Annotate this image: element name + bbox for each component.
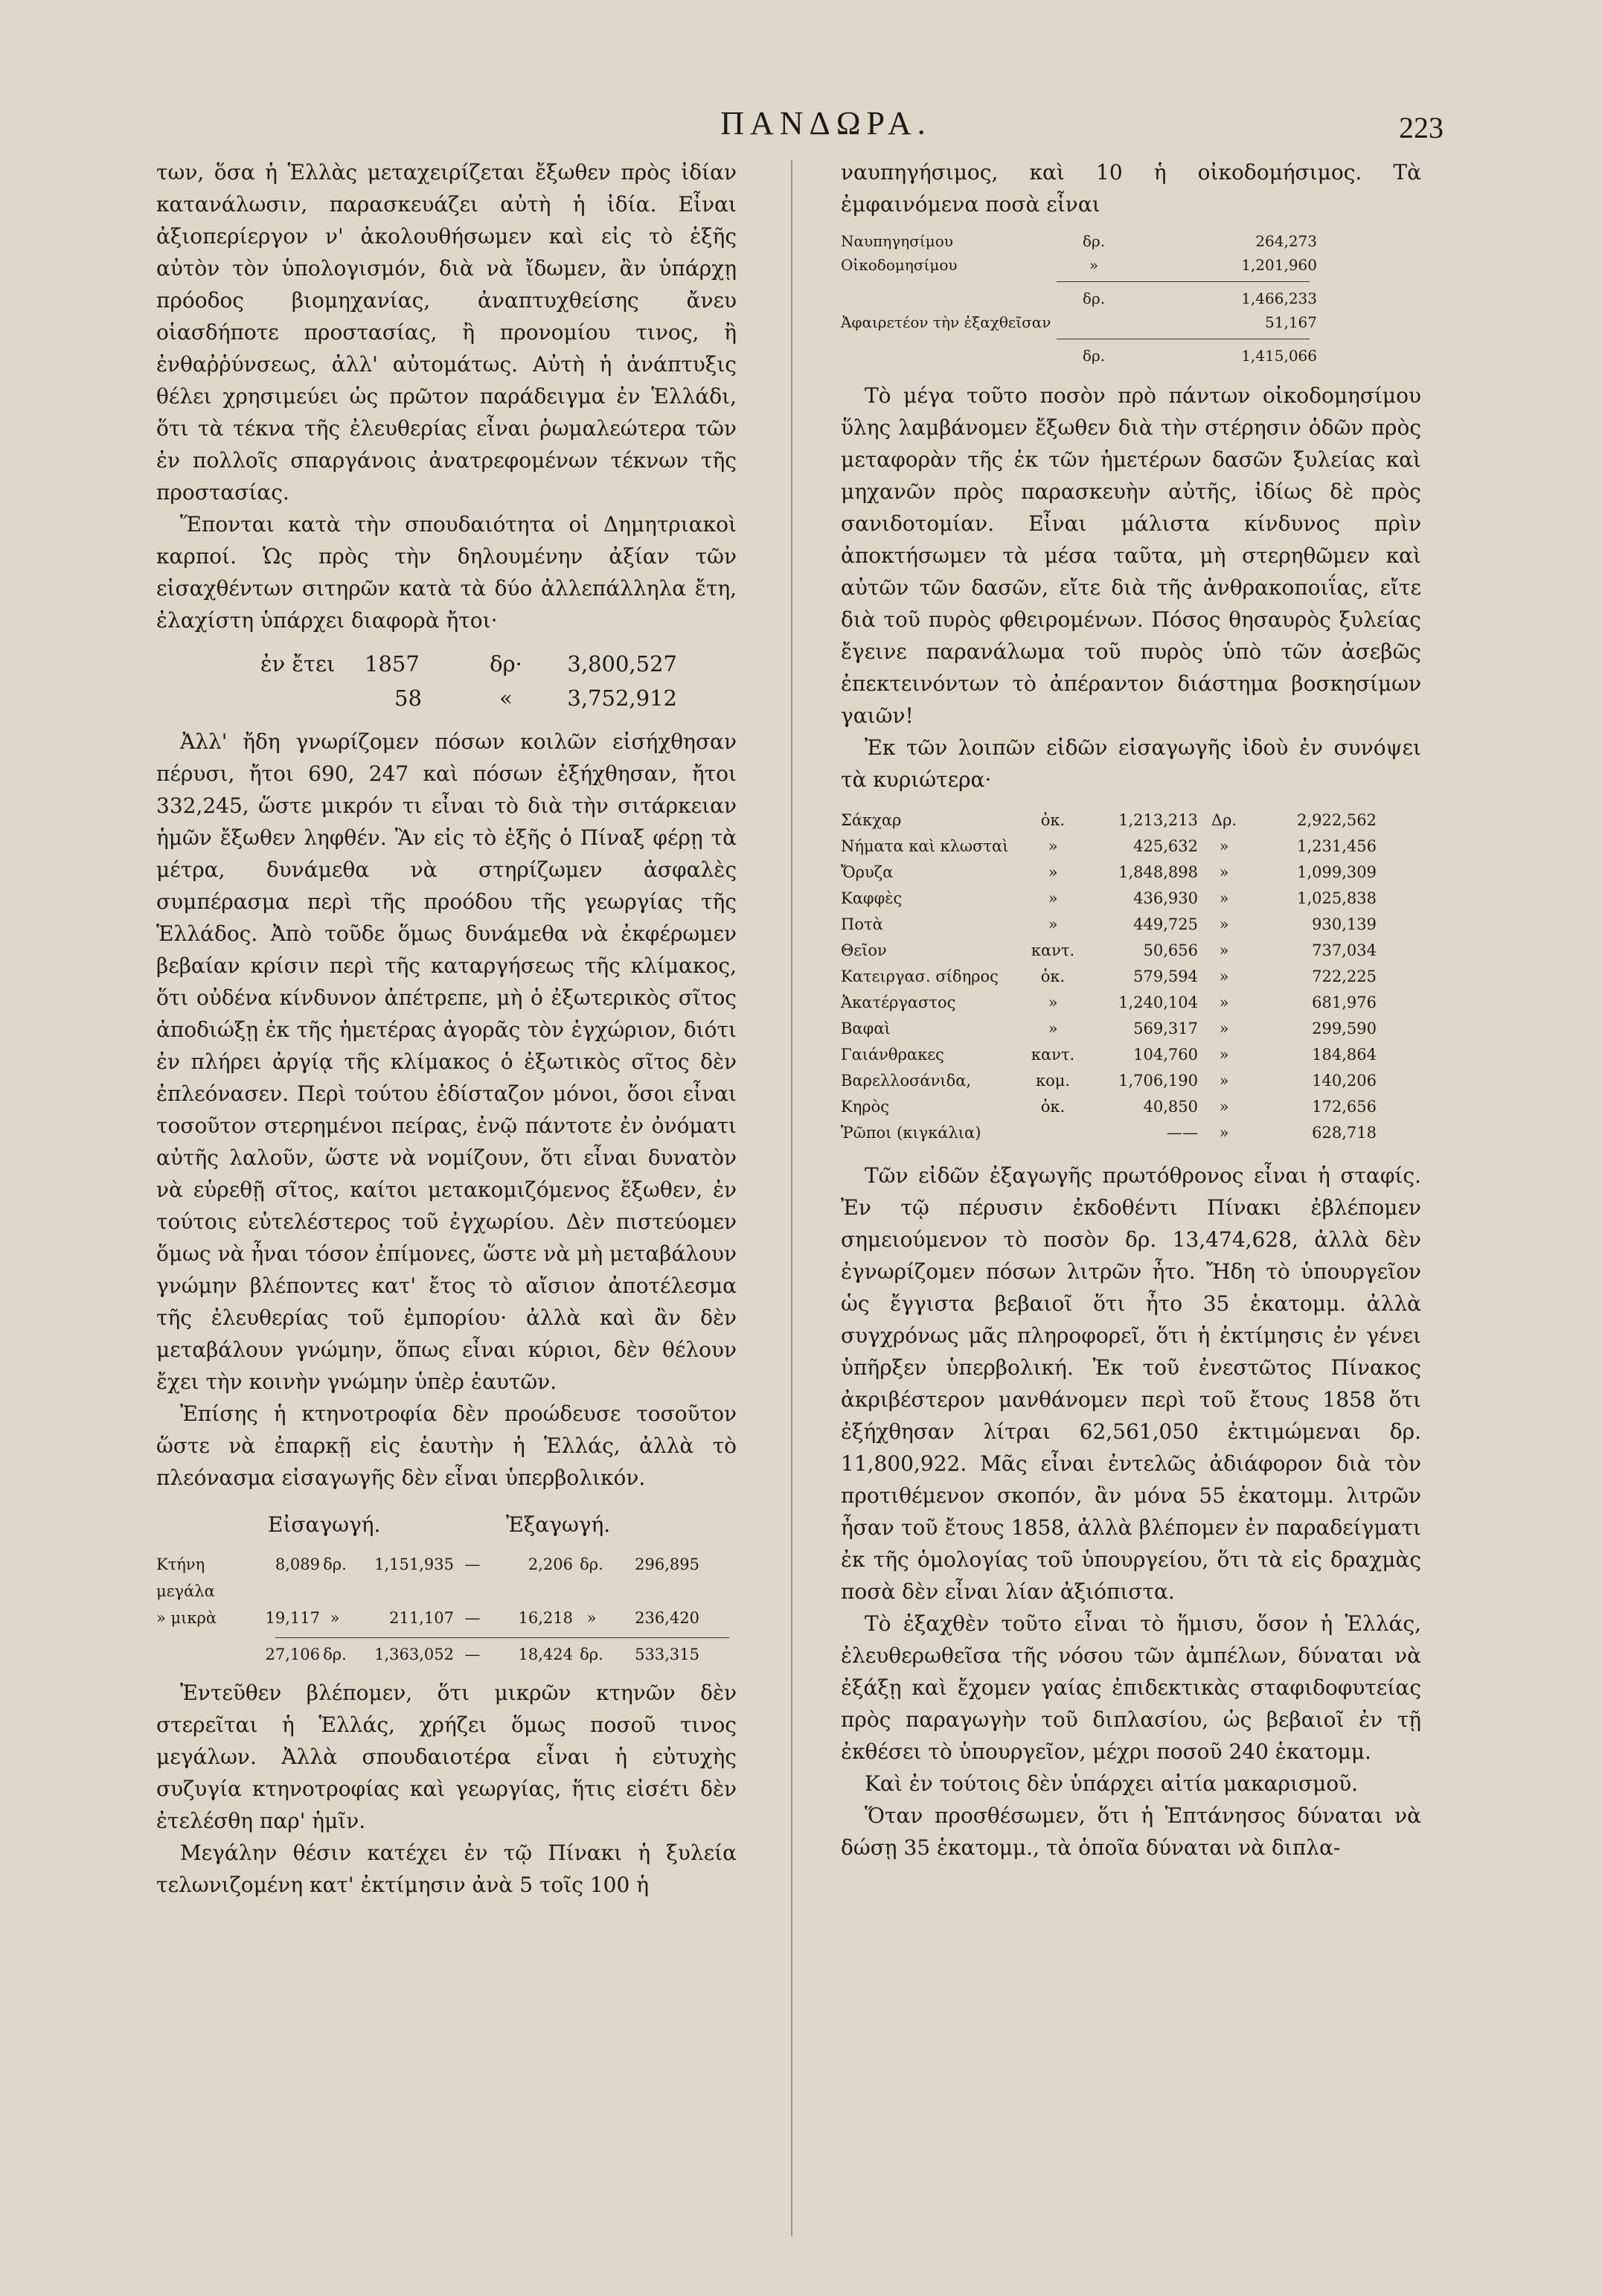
quantity: 104,760 [1133, 1046, 1198, 1064]
currency: δρ. [1082, 347, 1106, 365]
unit [1027, 1120, 1079, 1146]
currency: » [1219, 1020, 1229, 1037]
paragraph: Ὅταν προσθέσωμεν, ὅτι ἡ Ἑπτάνησος δύναται νὰ δώσῃ 35 ἑκατομμ., τὰ ὁποῖα δύναται νὰ διπλα- [841, 1803, 1421, 1860]
table-row [841, 886, 1421, 912]
currency: δρ· [490, 651, 522, 677]
dash: — [464, 1609, 481, 1627]
left-column [156, 156, 737, 1901]
unit: καντ. [1031, 1046, 1075, 1064]
quantity: 425,632 [1133, 837, 1198, 855]
year-label: ἐν ἔτει [260, 651, 336, 677]
table-row [841, 834, 1421, 860]
item-name: Κηρὸς [841, 1098, 890, 1116]
item-name: Βαφαὶ [841, 1020, 891, 1037]
amount: 1,201,960 [1241, 256, 1317, 274]
export-value: 296,895 [635, 1555, 699, 1573]
year-label [260, 681, 365, 715]
currency: » [1219, 1046, 1229, 1064]
quantity: —— [1167, 1124, 1198, 1142]
paragraph: Τῶν εἰδῶν ἐξαγωγῆς πρωτόθρονος εἶναι ἡ σταφίς. Ἐν τῷ πέρυσιν ἐκδοθέντι Πίνακι ἐβλέπομεν σημειούμενον τὸ ποσὸν δρ. 13,474,628, ἀλλὰ δὲν ἐγνωρίζομεν πόσων λιτρῶν ἦτο. Ἤδη τὸ ὑπουργεῖον ὡς ἔγγιστα βεβαιοῖ ὅτι ἦτο 35 ἑκατομμ. ἀλλὰ συγχρόνως μᾶς πληροφορεῖ, ὅτι ἡ ἐκτίμησις ἐν γένει ὑπῆρξεν ὑπερβολική. Ἐκ τοῦ ἐνεστῶτος Πίνακος ἀκριβέστερον μανθάνομεν περὶ τοῦ ἔτους 1858 ὅτι ἐξήχθησαν λίτραι 62,561,050 ἐκτιμώμεναι δρ. 11,800,922. Μᾶς εἶναι ἐντελῶς ἀδιάφορον διὰ τὸν προτιθέμενον σκοπόν, ἂν μόνα 55 ἑκατομμ. λιτρῶν ἦσαν τοῦ ἔτους 1858, ἀλλὰ βλέπομεν ἐν παραδείγματι ἐκ τῆς ὁμολογίας τοῦ ὑπουργείου, ὅτι τὰ εἰς δραχμὰς ποσὰ δὲν εἶναι λίαν ἀξιόπιστα. [841, 1163, 1421, 1604]
livestock-table [156, 1551, 737, 1668]
currency: Δρ. [1211, 811, 1237, 829]
imports-table [841, 808, 1421, 1146]
currency: » [1219, 968, 1229, 985]
value: 722,225 [1312, 968, 1377, 985]
running-title: ΠΑΝΔΩΡΑ. [720, 105, 932, 141]
currency: » [1219, 837, 1229, 855]
quantity: 1,213,213 [1118, 811, 1198, 829]
currency: δρ. [580, 1555, 603, 1573]
year: 58 [394, 685, 422, 711]
currency: » [1219, 889, 1229, 907]
unit: ὀκ. [1040, 1098, 1066, 1116]
year-row [260, 647, 737, 681]
item-name: Θεῖον [841, 941, 887, 959]
total-import-value: 1,363,052 [374, 1646, 454, 1663]
spacer [156, 1641, 260, 1668]
paragraph: των, ὅσα ἡ Ἑλλὰς μεταχειρίζεται ἔξωθεν πρὸς ἰδίαν κατανάλωσιν, παρασκευάζει αὐτὴ ἡ ἰδία. Εἶναι ἀξιοπερίεργον ν' ἀκολουθήσωμεν καὶ εἰς τὸ ἑξῆς αὐτὸν τὸν ὑπολογισμόν, διὰ νὰ ἴδωμεν, ἂν ὑπάρχῃ πρόοδος βιομηχανίας, ἀναπτυχθείσης ἄνευ οἱασδήποτε προστασίας, ἢ προνομίου τινος, ἢ ἐνθαῤῥύνσεως, ἀλλ' αὐτομάτως. Αὐτὴ ἡ ἀνάπτυξις θέλει χρησιμεύει ὡς πρῶτον παράδειγμα ἐν Ἑλλάδι, ὅτι τὰ τέκνα τῆς ἐλευθερίας εἶναι ῥωμαλεώτερα τῶν ἐν πολλοῖς σπαργάνοις ἀνατρεφομένων τέκνων τῆς προστασίας. [156, 160, 737, 505]
deduct-row [841, 310, 1421, 334]
import-count: 19,117 [265, 1609, 320, 1627]
paragraph: Ἐκ τῶν λοιπῶν εἰδῶν εἰσαγωγῆς ἰδοὺ ἐν συνόψει τὰ κυριώτερα· [841, 735, 1421, 792]
total-row [156, 1641, 737, 1668]
paragraph: Ἀλλ' ἤδη γνωρίζομεν πόσων κοιλῶν εἰσήχθησαν πέρυσι, ἤτοι 690, 247 καὶ πόσων ἐξήχθησαν, ἤτοι 332,245, ὥστε μικρόν τι εἶναι τὸ διὰ τὴν σιτάρκειαν ἡμῶν ἔξωθεν ληφθέν. Ἂν εἰς τὸ ἑξῆς ὁ Πίναξ φέρῃ τὰ μέτρα, δυνάμεθα νὰ στηρίζωμεν ἀσφαλὲς συμπέρασμα περὶ τῆς προόδου τῆς γεωργίας τῆς Ἑλλάδος. Ἀπὸ τοῦδε ὅμως δυνάμεθα νὰ ἐκφέρωμεν βεβαίαν κρίσιν περὶ τῆς καταργήσεως τῆς κλίμακος, ὅτι οὐδένα κίνδυνον ἀπέτρεπε, μὴ ὁ ἐξωτερικὸς σῖτος ἀποδιώξῃ ἐκ τῆς ἡμετέρας ἀγορᾶς τὸν ἐγχώριον, διότι ἐν πλήρει ἀργίᾳ τῆς κλίμακος ὁ ἐξωτικὸς σῖτος δὲν ἐπλεόνασεν. Περὶ τούτου ἐδίσταζον μόνοι, ὅσοι εἶναι τοσοῦτον στερημένοι πείρας, ἐνῷ πάντοτε ἐν ὀνόματι αὐτῆς λαλοῦν, ὥστε νὰ νομίζουν, ὅτι εἶναι δυνατὸν νὰ εὑρεθῇ σῖτος, καίτοι μετακομιζόμενος ἔξωθεν, ἐν τούτοις εὐτελέστερος τοῦ ἐγχωρίου. Δὲν πιστεύομεν ὅμως νὰ ἦναι τόσον ἐπίμονες, ὥστε νὰ μὴ μεταβάλουν γνώμην βλέποντες κατ' ἔτος τὸ αἴσιον ἀποτέλεσμα τῆς ἐλευθερίας τοῦ ἐμπορίου· ἀλλὰ καὶ ἂν δὲν μεταβάλουν γνώμην, ὅπως εἶναι κύριοι, δὲν θέλουν ἔχει τὴν κοινὴν γνώμην ὑπὲρ ἑαυτῶν. [156, 729, 737, 1394]
amount: 3,752,912 [567, 685, 677, 711]
paragraph: Τὸ μέγα τοῦτο ποσὸν πρὸ πάντων οἰκοδομησίμου ὕλης λαμβάνομεν ἔξωθεν διὰ τὴν στέρησιν ὁδῶν πρὸς μεταφορὰν τῆς ἐκ τῶν ἡμετέρων δασῶν ξυλείας καὶ μηχανῶν πρὸς παρασκευὴν αὐτῆς, ἰδίως δὲ πρὸς σανιδοτομίαν. Εἶναι μάλιστα κίνδυνος πρὶν ἀποκτήσωμεν τὰ μέσα ταῦτα, μὴ στερηθῶμεν καὶ αὐτῶν τῶν δασῶν, εἴτε διὰ τῆς ἀνθρακοποιΐας, εἴτε διὰ τοῦ πυρὸς φθειρομένων. Πόσος θησαυρὸς ξυλείας ἔγεινε παρανάλωμα τοῦ πυρὸς ὑπὸ τῶν ἀσεβῶς ἐπεκτεινόντων τὸ ἀπέραντον διάστημα βοσκησίμων γαιῶν! [841, 383, 1421, 728]
unit: ὀκ. [1040, 811, 1066, 829]
value: 1,099,309 [1297, 863, 1377, 881]
currency: δρ. [580, 1646, 603, 1663]
currency: « [499, 685, 513, 711]
net-row [841, 344, 1421, 368]
paragraph: Μεγάλην θέσιν κατέχει ἐν τῷ Πίνακι ἡ ξυλεία τελωνιζομένη κατ' ἐκτίμησιν ἀνὰ 5 τοῖς 100 ἡ [156, 1841, 737, 1897]
export-count: 16,218 [518, 1609, 573, 1627]
value: 1,025,838 [1297, 889, 1377, 907]
export-value: 236,420 [635, 1609, 699, 1627]
value: 2,922,562 [1297, 811, 1377, 829]
value: 681,976 [1312, 994, 1377, 1011]
currency: » [1219, 941, 1229, 959]
quantity: 50,656 [1143, 941, 1198, 959]
item-name: Ῥῶποι (κιγκάλια) [841, 1124, 981, 1142]
table-row [841, 912, 1421, 938]
unit: » [1048, 889, 1058, 907]
table-row [841, 1042, 1421, 1068]
quantity: 569,317 [1133, 1020, 1198, 1037]
item-name: Κατειργασ. σίδηρος [841, 968, 999, 985]
currency: » [1089, 256, 1099, 274]
amount: 264,273 [1255, 232, 1317, 250]
table-row [841, 860, 1421, 886]
total-export-count: 18,424 [518, 1646, 573, 1663]
quantity: 1,848,898 [1118, 863, 1198, 881]
sum-rule [275, 1637, 729, 1638]
table-row [841, 1016, 1421, 1042]
table-row [841, 964, 1421, 990]
table-row [156, 1605, 737, 1631]
livestock-name: » μικρὰ [156, 1609, 217, 1627]
total-export-value: 533,315 [635, 1646, 699, 1663]
year-row [260, 681, 737, 715]
currency: » [1219, 915, 1229, 933]
table-row [841, 1094, 1421, 1120]
value: 737,034 [1312, 941, 1377, 959]
currency: δρ. [1082, 232, 1106, 250]
table-row [841, 808, 1421, 834]
unit: » [1048, 837, 1058, 855]
currency: δρ. [323, 1555, 347, 1573]
import-count: 8,089 [275, 1555, 320, 1573]
year: 1857 [365, 651, 420, 677]
currency: δρ. [323, 1646, 347, 1663]
unit: » [1048, 994, 1058, 1011]
quantity: 449,725 [1133, 915, 1198, 933]
quantity: 1,706,190 [1118, 1072, 1198, 1090]
import-heading: Εἰσαγωγή. [268, 1512, 381, 1537]
paragraph: Καὶ ἐν τούτοις δὲν ὑπάρχει αἰτία μακαρισμοῦ. [865, 1771, 1359, 1796]
total-import-count: 27,106 [265, 1646, 320, 1663]
currency: » [330, 1609, 340, 1627]
paragraph: Ἐπίσης ἡ κτηνοτροφία δὲν προώδευσε τοσοῦτον ὥστε νὰ ἐπαρκῇ εἰς ἑαυτὴν ἡ Ἑλλάς, ἀλλὰ τὸ πλεόνασμα εἰσαγωγῆς δὲν εἶναι ὑπερβολικόν. [156, 1401, 737, 1490]
deduct-label: Ἀφαιρετέον τὴν ἐξαχθεῖσαν [841, 313, 1051, 331]
item-name: Γαιάνθρακες [841, 1046, 944, 1064]
value: 299,590 [1312, 1020, 1377, 1037]
table-row [841, 990, 1421, 1016]
export-count: 2,206 [528, 1555, 573, 1573]
currency: » [1219, 1124, 1229, 1142]
currency: δρ. [1082, 290, 1106, 307]
dash: — [464, 1555, 481, 1573]
grain-imports-by-year [260, 647, 737, 715]
subtotal-amount: 1,466,233 [1241, 290, 1317, 307]
value: 140,206 [1312, 1072, 1377, 1090]
table-row [841, 253, 1421, 277]
quantity: 1,240,104 [1118, 994, 1198, 1011]
value: 172,656 [1312, 1098, 1377, 1116]
unit: » [1048, 915, 1058, 933]
net-amount: 1,415,066 [1241, 347, 1317, 365]
unit: » [1048, 863, 1058, 881]
item-name: Σάκχαρ [841, 811, 902, 829]
unit: καντ. [1031, 941, 1075, 959]
timber-table [841, 229, 1421, 368]
item-name: Ὄρυζα [841, 863, 894, 881]
export-heading: Ἐξαγωγή. [506, 1512, 611, 1537]
table-row [841, 938, 1421, 964]
unit: κομ. [1035, 1072, 1071, 1090]
currency: » [1219, 863, 1229, 881]
import-value: 211,107 [389, 1609, 454, 1627]
sum-rule [1057, 281, 1310, 282]
currency: » [1219, 994, 1229, 1011]
paragraph: Ἕπονται κατὰ τὴν σπουδαιότητα οἱ Δημητριακοὶ καρποί. Ὡς πρὸς τὴν δηλουμένην ἀξίαν τῶν εἰσαχθέντων σιτηρῶν κατὰ τὰ δύο ἀλλεπάλληλα ἔτη, ἐλαχίστη ὑπάρχει διαφορὰ ἤτοι· [156, 512, 737, 633]
right-column [841, 156, 1421, 1864]
item-name: Καφφὲς [841, 889, 903, 907]
paragraph: Τὸ ἐξαχθὲν τοῦτο εἶναι τὸ ἥμισυ, ὅσον ἡ Ἑλλάς, ἐλευθερωθεῖσα τῆς νόσου τῶν ἀμπέλων, δύναται νὰ ἐξάξῃ καὶ ἔχομεν γαίας ἐπιδεκτικὰς σταφιδοφυτείας πρὸς παραγωγὴν τοῦ διπλασίου, ὡς βεβαιοῖ ἐν τῇ ἐκθέσει τὸ ὑπουργεῖον, μέχρι ποσοῦ 240 ἑκατομμ. [841, 1611, 1421, 1764]
table-row [841, 1068, 1421, 1094]
value: 628,718 [1312, 1124, 1377, 1142]
table-row [156, 1551, 737, 1605]
item-name: Ποτὰ [841, 915, 883, 933]
table-row [841, 1120, 1421, 1146]
deduct-amount: 51,167 [1265, 313, 1317, 331]
import-value: 1,151,935 [374, 1555, 454, 1573]
column-divider [791, 160, 792, 2236]
currency: » [1219, 1098, 1229, 1116]
quantity: 436,930 [1133, 889, 1198, 907]
value: 930,139 [1312, 915, 1377, 933]
value: 1,231,456 [1297, 837, 1377, 855]
unit: » [1048, 1020, 1058, 1037]
quantity: 40,850 [1143, 1098, 1198, 1116]
row-label: Οἰκοδομησίμου [841, 256, 958, 274]
value: 184,864 [1312, 1046, 1377, 1064]
dash: — [464, 1646, 481, 1663]
item-name: Ἀκατέργαστος [841, 994, 956, 1011]
paragraph: ναυπηγήσιμος, καὶ 10 ἡ οἰκοδομήσιμος. Τὰ ἐμφαινόμενα ποσὰ εἶναι [841, 160, 1421, 217]
amount: 3,800,527 [567, 651, 677, 677]
item-name: Νήματα καὶ κλωσταὶ [841, 837, 1009, 855]
item-name: Βαρελλοσάνιδα, [841, 1072, 972, 1090]
currency: » [1219, 1072, 1229, 1090]
row-label: Ναυπηγησίμου [841, 232, 953, 250]
table-row [841, 229, 1421, 253]
page-number: 223 [1399, 111, 1444, 144]
quantity: 579,594 [1133, 968, 1198, 985]
livestock-name: Κτήνη μεγάλα [156, 1555, 215, 1600]
table-headings [156, 1509, 737, 1541]
paragraph: Ἐντεῦθεν βλέπομεν, ὅτι μικρῶν κτηνῶν δὲν στερεῖται ἡ Ἑλλάς, χρήζει ὅμως ποσοῦ τινος μεγάλων. Ἀλλὰ σπουδαιοτέρα εἶναι ἡ εὐτυχὴς συζυγία κτηνοτροφίας καὶ γεωργίας, ἥτις εἰσέτι δὲν ἐτελέσθη παρ' ἡμῖν. [156, 1681, 737, 1833]
subtotal-row [841, 287, 1421, 310]
unit: ὀκ. [1040, 968, 1066, 985]
currency: » [586, 1609, 597, 1627]
